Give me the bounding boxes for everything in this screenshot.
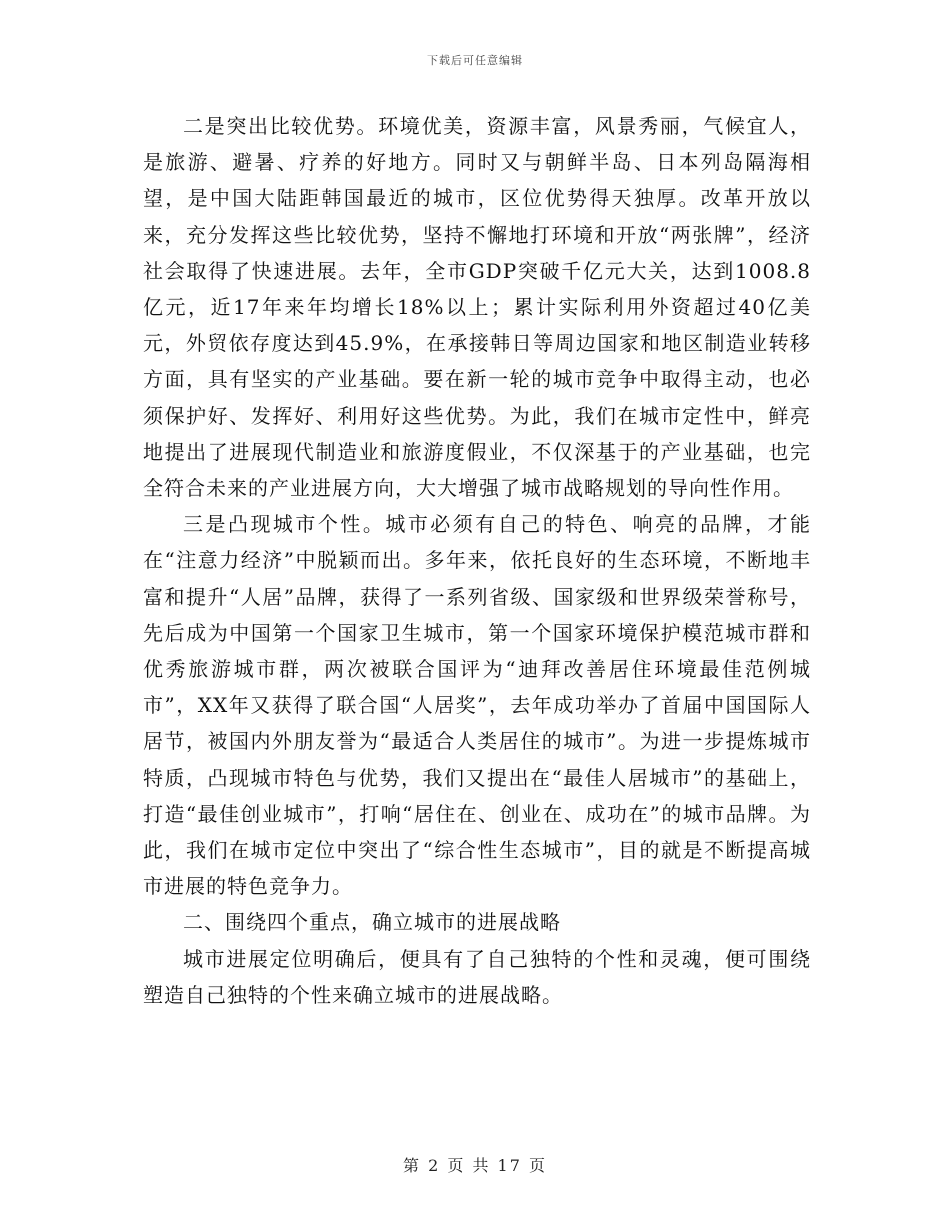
page-header: 下载后可任意编辑 bbox=[427, 54, 523, 67]
document-body bbox=[143, 108, 811, 1013]
page-number: 第 2 页 共 17 页 bbox=[403, 1156, 547, 1175]
paragraph-city-personality: 三是凸现城市个性。城市必须有自己的特色、响亮的品牌，才能在“注意力经济”中脱颖而出。多年来，依托良好的生态环境，不断地丰富和提升“人居”品牌，获得了一系列省级、国家级和世界级荣誉称号，先后成为中国第一个国家卫生城市，第一个国家环境保护模范城市群和优秀旅游城市群，两次被联合国评为“迪拜改善居住环境最佳范例城市”，XX年又获得了联合国“人居奖”，去年成功举办了首届中国国际人居节，被国内外朋友誉为“最适合人类居住的城市”。为进一步提炼城市特质，凸现城市特色与优势，我们又提出在“最佳人居城市”的基础上，打造“最佳创业城市”，打响“居住在、创业在、成功在”的城市品牌。为此，我们在城市定位中突出了“综合性生态城市”，目的就是不断提高城市进展的特色竞争力。 bbox=[143, 512, 811, 899]
section-heading: 二、围绕四个重点，确立城市的进展战略 bbox=[183, 910, 561, 935]
paragraph-comparative-advantage: 二是突出比较优势。环境优美，资源丰富，风景秀丽，气候宜人，是旅游、避暑、疗养的好地方。同时又与朝鲜半岛、日本列岛隔海相望，是中国大陆距韩国最近的城市，区位优势得天独厚。改革开放以来，充分发挥这些比较优势，坚持不懈地打环境和开放“两张牌”，经济社会取得了快速进展。去年，全市GDP突破千亿元大关，达到1008.8亿元，近17年来年均增长18%以上；累计实际利用外资超过40亿美元，外贸依存度达到45.9%，在承接韩日等周边国家和地区制造业转移方面，具有坚实的产业基础。要在新一轮的城市竞争中取得主动，也必须保护好、发挥好、利用好这些优势。为此，我们在城市定性中，鲜亮地提出了进展现代制造业和旅游度假业，不仅深基于的产业基础，也完全符合未来的产业进展方向，大大增强了城市战略规划的导向性作用。 bbox=[143, 114, 811, 501]
paragraph-development-strategy: 城市进展定位明确后，便具有了自己独特的个性和灵魂，便可围绕塑造自己独特的个性来确立城市的进展战略。 bbox=[143, 946, 811, 1007]
